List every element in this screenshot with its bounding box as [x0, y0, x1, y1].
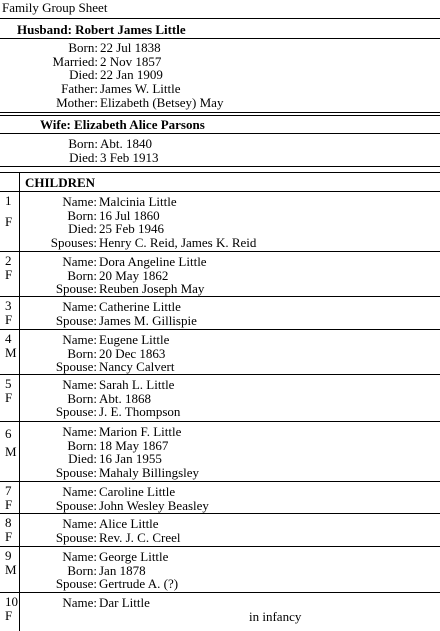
- child-number: 7: [5, 483, 12, 498]
- fact-label: Father:: [61, 81, 98, 97]
- child-number: 2: [5, 253, 12, 268]
- divider: [0, 18, 440, 19]
- fact-label: Born:: [67, 345, 97, 361]
- fact-value: 18 May 1867: [99, 437, 169, 453]
- child-number: 4: [5, 331, 12, 346]
- husband-heading: Husband: Robert James Little: [17, 22, 186, 37]
- fact-label: Born:: [67, 390, 97, 406]
- fact-value: John Wesley Beasley: [99, 497, 209, 513]
- fact-value: 20 May 1862: [99, 267, 169, 283]
- row-divider: [0, 481, 440, 482]
- fact-value: Alice Little: [99, 516, 159, 531]
- divider: [0, 191, 440, 192]
- divider: [0, 133, 440, 134]
- row-divider: [0, 592, 440, 593]
- fact-value: Eugene Little: [99, 332, 170, 347]
- child-sex: F: [5, 311, 13, 327]
- fact-value: Rev. J. C. Creel: [99, 529, 181, 545]
- fact-value: Nancy Calvert: [99, 359, 175, 375]
- row-divider: [0, 329, 440, 330]
- fact-value: Abt. 1868: [99, 390, 151, 406]
- fact-label: Name:: [62, 549, 97, 564]
- child-number: 5: [5, 376, 12, 391]
- fact-value: 25 Feb 1946: [99, 221, 164, 237]
- divider: [0, 38, 440, 39]
- child-number: 8: [5, 515, 12, 530]
- fact-label: Born:: [67, 267, 97, 283]
- child-number: 9: [5, 548, 12, 563]
- fact-label: Died:: [68, 451, 97, 467]
- fact-value: Elizabeth (Betsey) May: [100, 94, 224, 110]
- divider: [0, 166, 440, 167]
- fact-value: George Little: [99, 549, 169, 564]
- fact-label: Name:: [62, 332, 97, 347]
- fact-value: Gertrude A. (?): [99, 576, 179, 592]
- fact-label: Born:: [67, 437, 97, 453]
- fact-label: Name:: [62, 484, 97, 499]
- fact-label: Spouse:: [55, 312, 97, 328]
- fact-value: 16 Jul 1860: [99, 207, 160, 223]
- child-sex: F: [5, 528, 13, 544]
- child-sex: M: [5, 561, 17, 577]
- fact-label: Name:: [62, 299, 97, 314]
- fact-label: Spouse:: [55, 359, 97, 375]
- fact-label: Spouses:: [50, 235, 97, 251]
- row-divider: [0, 513, 440, 514]
- fact-label: Name:: [62, 516, 97, 531]
- fact-value: 22 Jul 1838: [100, 40, 161, 55]
- fact-label: Spouse:: [55, 497, 97, 513]
- child-number: 6: [5, 426, 12, 441]
- row-divider: [0, 251, 440, 252]
- row-divider: [0, 296, 440, 297]
- document-title: Family Group Sheet: [2, 0, 108, 15]
- fact-value: James M. Gillispie: [99, 312, 197, 328]
- fact-label: Name:: [62, 595, 97, 610]
- child-number: 3: [5, 298, 12, 313]
- fact-label: Name:: [62, 424, 97, 439]
- fact-value: Dora Angeline Little: [99, 254, 207, 269]
- fact-value: 20 Dec 1863: [99, 345, 166, 361]
- fact-value: 16 Jan 1955: [99, 451, 162, 467]
- fact-value: Dar Little: [99, 595, 150, 610]
- fact-value: 3 Feb 1913: [100, 149, 159, 165]
- child-sex: F: [5, 389, 13, 405]
- fact-value: Reuben Joseph May: [99, 281, 205, 297]
- fact-label: Born:: [68, 40, 98, 55]
- divider: [0, 115, 440, 116]
- fact-label: Married:: [52, 53, 98, 69]
- child-number: 1: [5, 193, 12, 208]
- child-note: in infancy: [249, 608, 302, 624]
- divider: [0, 172, 440, 173]
- child-sex: F: [5, 496, 13, 512]
- fact-label: Spouse:: [55, 529, 97, 545]
- fact-label: Name:: [62, 377, 97, 392]
- fact-value: Abt. 1840: [100, 136, 152, 151]
- child-sex: M: [5, 444, 17, 459]
- fact-label: Born:: [67, 207, 97, 223]
- fact-value: J. E. Thompson: [99, 404, 181, 420]
- fact-value: Malcinia Little: [99, 194, 177, 209]
- fact-value: Marion F. Little: [99, 424, 182, 439]
- child-sex: F: [5, 266, 13, 282]
- fact-label: Spouse:: [55, 576, 97, 592]
- row-divider: [0, 546, 440, 547]
- fact-value: Jan 1878: [99, 562, 146, 578]
- fact-label: Born:: [68, 136, 98, 151]
- fact-value: Henry C. Reid, James K. Reid: [99, 235, 257, 251]
- fact-label: Spouse:: [55, 281, 97, 297]
- fact-label: Died:: [68, 221, 97, 237]
- row-divider: [0, 421, 440, 422]
- fact-value: Mahaly Billingsley: [99, 465, 200, 481]
- fact-label: Died:: [69, 67, 98, 83]
- fact-value: 22 Jan 1909: [100, 67, 163, 83]
- fact-label: Died:: [69, 149, 98, 165]
- fact-value: Sarah L. Little: [99, 377, 175, 392]
- fact-label: Spouse:: [55, 404, 97, 420]
- child-number: 10: [5, 594, 18, 609]
- fact-label: Spouse:: [55, 465, 97, 481]
- fact-label: Mother:: [56, 94, 98, 110]
- row-divider: [0, 374, 440, 375]
- fact-label: Name:: [62, 254, 97, 269]
- fact-value: James W. Little: [100, 81, 181, 97]
- wife-heading: Wife: Elizabeth Alice Parsons: [40, 117, 205, 132]
- child-sex: F: [5, 607, 13, 623]
- divider: [0, 112, 440, 113]
- child-sex: M: [5, 344, 17, 360]
- fact-value: Catherine Little: [99, 299, 181, 314]
- fact-label: Born:: [67, 562, 97, 578]
- fact-value: 2 Nov 1857: [100, 53, 162, 69]
- child-sex: F: [5, 214, 13, 230]
- fact-label: Name:: [62, 194, 97, 209]
- children-heading: CHILDREN: [25, 175, 96, 190]
- fact-value: Caroline Little: [99, 484, 176, 499]
